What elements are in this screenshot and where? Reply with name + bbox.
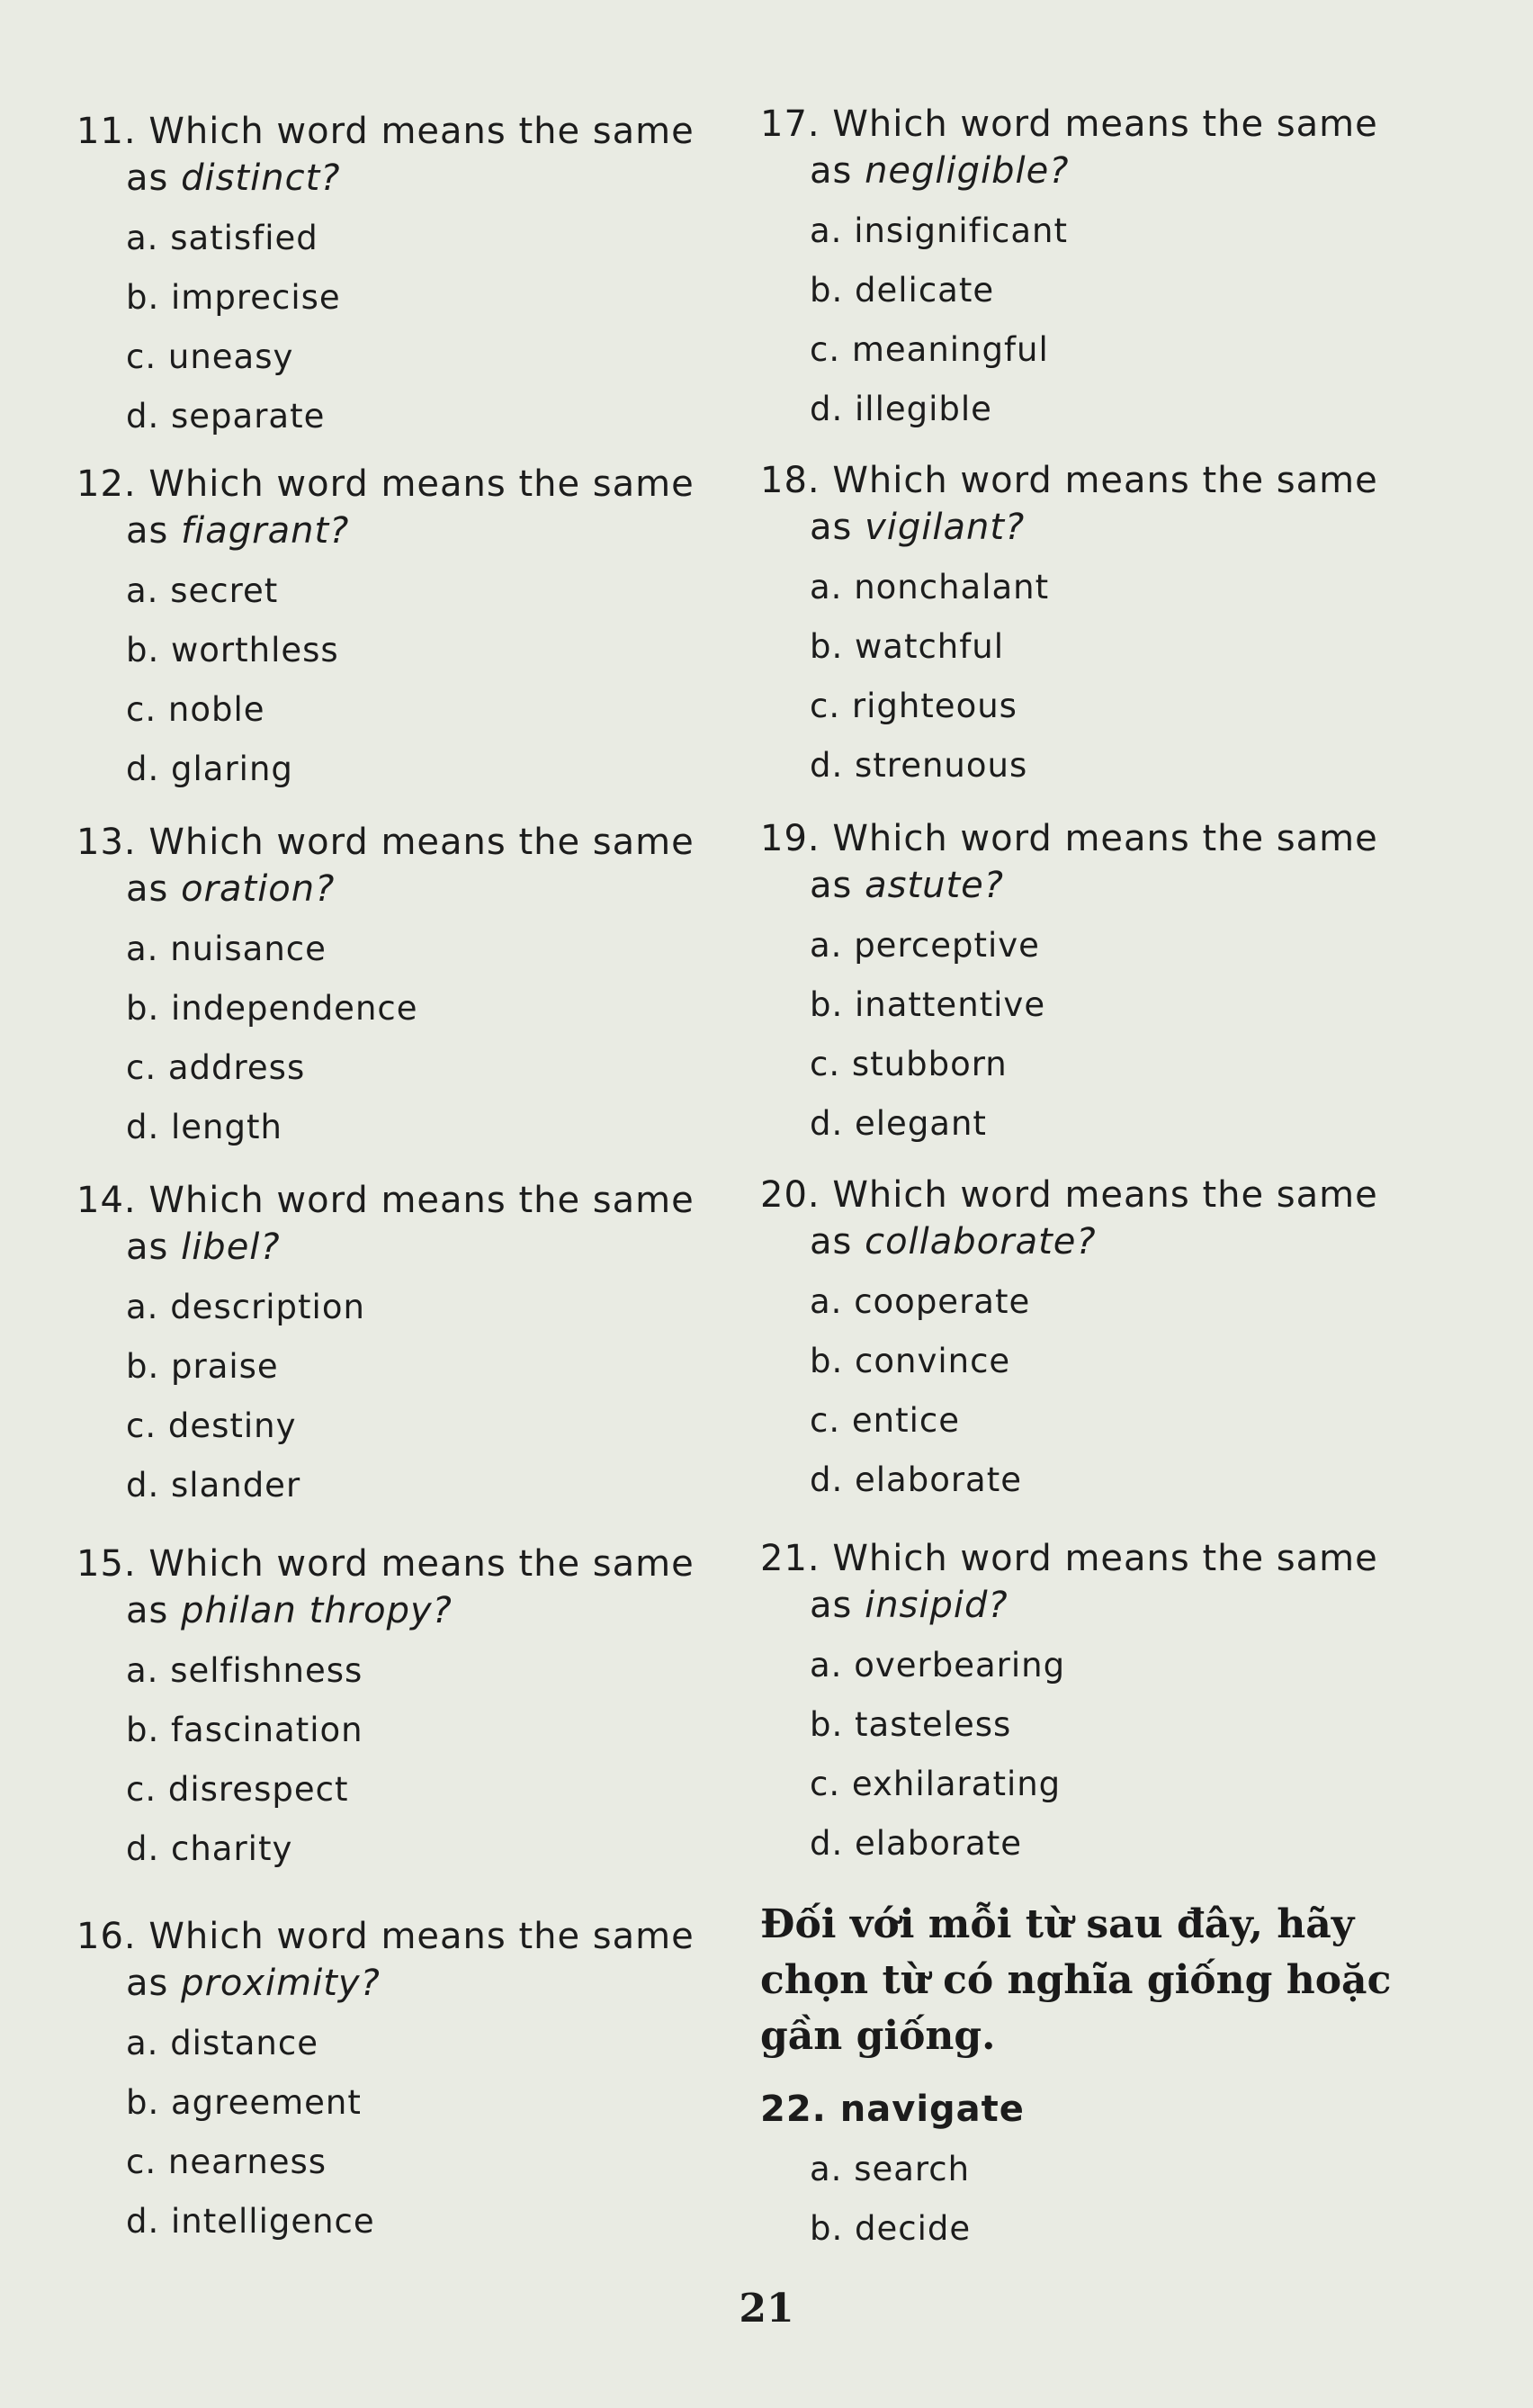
answer-option: c. entice [810, 1401, 960, 1440]
question-12 [76, 461, 742, 799]
question-19 [760, 815, 1480, 1154]
answer-options [76, 1641, 742, 1879]
answer-option: a. search [810, 2150, 971, 2188]
answer-options [76, 2014, 742, 2251]
answer-option: d. illegible [810, 390, 992, 428]
answer-option: b. agreement [126, 2083, 362, 2122]
answer-options [760, 916, 1480, 1154]
question-number: 11. [76, 111, 137, 152]
answer-option: d. elaborate [810, 1824, 1023, 1863]
vietnamese-instruction: Đối với mỗi từ sau đây, hãy chọn từ có nghĩa giống hoặc gần giống. [760, 1901, 1392, 2059]
question-as: as [126, 868, 169, 910]
question-prompt: Which word means the same [832, 1174, 1378, 1216]
question-target-word: libel? [181, 1226, 281, 1268]
question-target-word: negligible? [865, 150, 1070, 192]
answer-option: d. separate [126, 397, 326, 436]
question-as: as [126, 1226, 169, 1268]
question-number: 20. [760, 1174, 820, 1216]
answer-option: b. delicate [810, 271, 995, 310]
answer-options [760, 1272, 1480, 1510]
answer-option: b. independence [126, 989, 418, 1028]
answer-options [76, 562, 742, 799]
question-as: as [810, 865, 853, 906]
question-prompt: Which word means the same [148, 1543, 695, 1585]
question-number: 16. [76, 1916, 137, 1957]
question-prompt: Which word means the same [832, 818, 1378, 859]
answer-option: a. description [126, 1288, 365, 1326]
answer-option: a. selfishness [126, 1651, 363, 1690]
answer-option: b. praise [126, 1347, 279, 1386]
answer-option: b. decide [810, 2209, 972, 2248]
answer-option: c. stubborn [810, 1045, 1008, 1083]
question-prompt: Which word means the same [832, 103, 1378, 145]
answer-option: d. strenuous [810, 746, 1028, 785]
answer-option: b. convince [810, 1342, 1011, 1380]
question-target-word: vigilant? [865, 507, 1026, 548]
answer-option: a. secret [126, 571, 279, 610]
answer-option: a. satisfied [126, 219, 318, 257]
answer-option: d. elaborate [810, 1460, 1023, 1499]
answer-option: a. nuisance [126, 930, 327, 968]
answer-option: c. nearness [126, 2143, 327, 2181]
question-11 [76, 108, 742, 446]
question-13 [76, 819, 742, 1157]
question-target-word: astute? [865, 865, 1004, 906]
question-target-word: oration? [181, 868, 336, 910]
answer-option: b. watchful [810, 627, 1004, 666]
answer-option: a. overbearing [810, 1646, 1066, 1685]
question-17 [760, 101, 1480, 439]
question-number: 12. [76, 463, 137, 505]
answer-option: d. elegant [810, 1104, 987, 1143]
question-prompt: Which word means the same [148, 463, 695, 505]
question-18 [760, 457, 1480, 795]
question-22 [760, 2086, 1480, 2259]
page-number: 21 [739, 2286, 794, 2332]
answer-option: b. tasteless [810, 1705, 1012, 1744]
question-prompt: Which word means the same [148, 1916, 695, 1957]
question-number: 18. [760, 460, 820, 501]
question-14 [76, 1177, 742, 1515]
question-prompt: Which word means the same [832, 1538, 1378, 1579]
answer-option: a. insignificant [810, 211, 1068, 250]
question-as: as [126, 1963, 169, 2004]
question-as: as [810, 150, 853, 192]
question-number: 19. [760, 818, 820, 859]
question-target-word: insipid? [865, 1585, 1009, 1626]
answer-option: c. exhilarating [810, 1765, 1062, 1803]
answer-option: d. glaring [126, 750, 293, 788]
answer-option: a. nonchalant [810, 568, 1050, 606]
question-target-word: collaborate? [865, 1221, 1097, 1262]
answer-option: a. cooperate [810, 1282, 1031, 1321]
answer-option: c. noble [126, 690, 265, 729]
answer-options [760, 558, 1480, 795]
answer-options [76, 209, 742, 446]
question-number: 15. [76, 1543, 137, 1585]
question-15 [76, 1541, 742, 1879]
question-as: as [126, 510, 169, 552]
question-16 [76, 1913, 742, 2251]
question-as: as [810, 1585, 853, 1626]
question-target-word: navigate [839, 2089, 1025, 2130]
answer-option: d. intelligence [126, 2202, 375, 2241]
question-target-word: distinct? [181, 157, 341, 199]
question-target-word: fiagrant? [181, 510, 350, 552]
question-as: as [126, 1590, 169, 1631]
question-prompt: Which word means the same [148, 822, 695, 863]
answer-options [760, 2140, 1480, 2259]
question-number: 13. [76, 822, 137, 863]
answer-options [760, 202, 1480, 439]
question-target-word: proximity? [181, 1963, 381, 2004]
question-number: 17. [760, 103, 820, 145]
answer-option: d. length [126, 1108, 282, 1146]
answer-option: d. slander [126, 1466, 301, 1505]
question-prompt: Which word means the same [148, 111, 695, 152]
answer-option: a. distance [126, 2024, 318, 2062]
answer-option: b. worthless [126, 631, 339, 669]
answer-option: b. imprecise [126, 278, 341, 317]
answer-option: c. destiny [126, 1406, 297, 1445]
answer-options [76, 920, 742, 1157]
question-21 [760, 1535, 1480, 1873]
answer-options [76, 1278, 742, 1515]
question-prompt: Which word means the same [148, 1180, 695, 1221]
question-number: 22. [760, 2089, 827, 2130]
answer-option: c. disrespect [126, 1770, 349, 1809]
question-as: as [126, 157, 169, 199]
answer-options [760, 1636, 1480, 1873]
question-as: as [810, 1221, 853, 1262]
question-as: as [810, 507, 853, 548]
answer-option: c. righteous [810, 687, 1018, 725]
question-number: 21. [760, 1538, 820, 1579]
answer-option: d. charity [126, 1829, 293, 1868]
question-prompt: Which word means the same [832, 460, 1378, 501]
answer-option: b. fascination [126, 1711, 363, 1749]
question-20 [760, 1172, 1480, 1510]
answer-option: c. uneasy [126, 337, 294, 376]
answer-option: a. perceptive [810, 926, 1040, 965]
answer-option: c. address [126, 1048, 306, 1087]
question-target-word: philan thropy? [181, 1590, 453, 1631]
answer-option: b. inattentive [810, 985, 1046, 1024]
question-number: 14. [76, 1180, 137, 1221]
answer-option: c. meaningful [810, 330, 1049, 369]
